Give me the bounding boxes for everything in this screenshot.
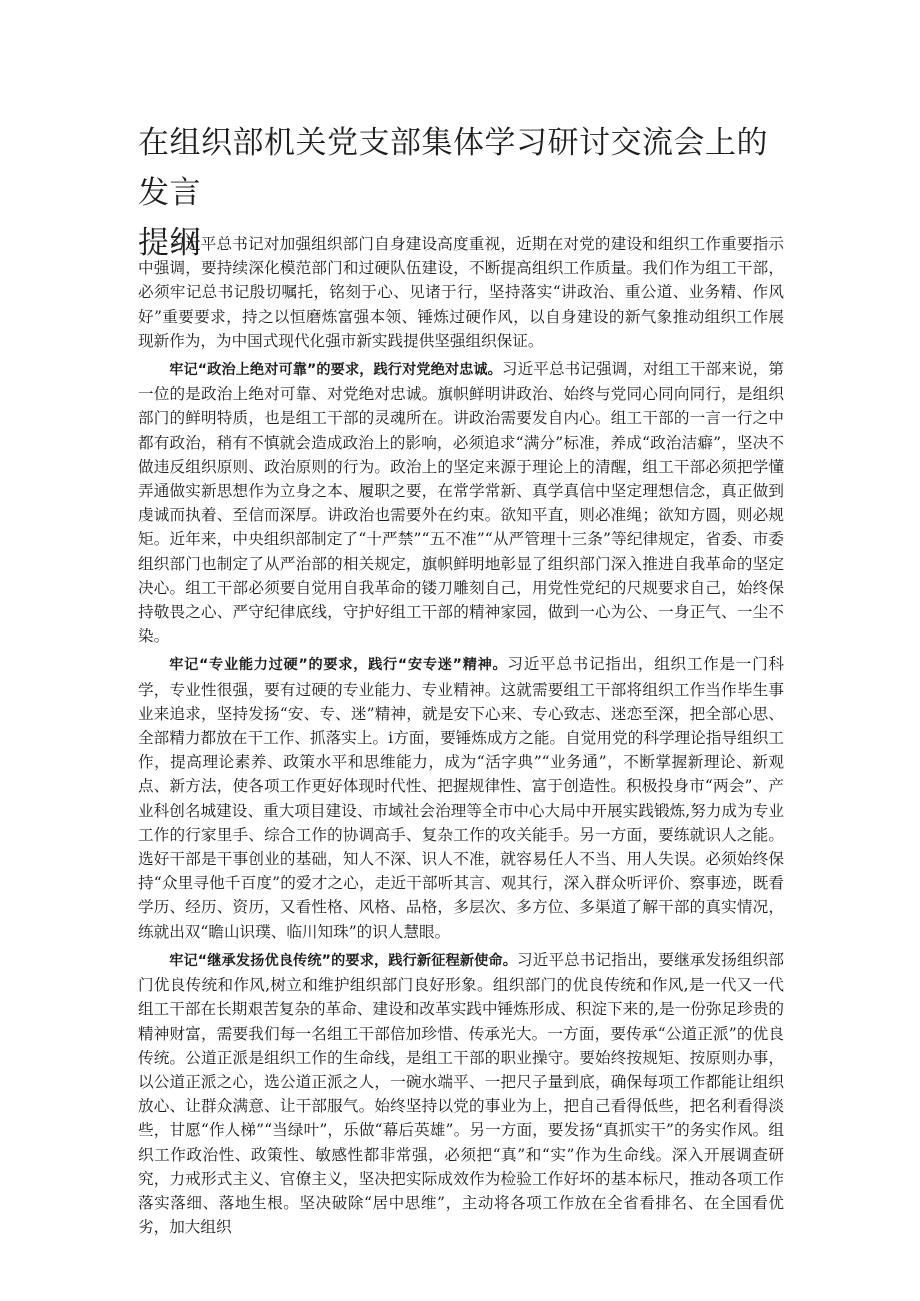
section-text-1: 习近平总书记强调，对组工干部来说，第一位的是政治上绝对可靠、对党绝对忠诚。旗帜鲜明讲政治、始终与党同心同向同行，是组织部门的鲜明特质，也是组工干部的灵魂所在。讲政治需要发自内心。组工干部的一言一行之中都有政治，稍有不慎就会造成政治上的影响，必须追求“满分”标准，养成“政治洁癖”，坚决不做违反组织原则、政治原则的行为。政治上的坚定来源于理论上的清醒，组工干部必须把学懂弄通做实新思想作为立身之本、履职之要，在常学常新、真学真信中坚定理想信念，真正做到虔诚而执着、至信而深厚。讲政治也需要外在约束。欲知平直，则必准绳；欲知方圆，则必规矩。近年来，中央组织部制定了“十严禁”“五不准”“从严管理十三条”等纪律规定，省委、市委组织部门也制定了从严治部的相关规定，旗帜鲜明地彰显了组织部门深入推进自我革命的坚定决心。组工干部必须要自觉用自我革命的镂刀雕刻自己，用党性党纪的尺规要求自己，始终保持敬畏之心、严守纪律底线，守护好组工干部的精神家园，做到一心为公、一身正气、一尘不染。 <box>138 360 784 646</box>
document-body <box>138 232 784 1239</box>
section-paragraph-1 <box>138 357 784 648</box>
title-line-2: 提纲 <box>138 225 201 261</box>
section-heading-2: 牢记“专业能力过硬”的要求，践行“安专迷”精神。 <box>169 657 508 674</box>
section-text-2: 习近平总书记指出，组织工作是一门科学，专业性很强，要有过硬的专业能力、专业精神。这就需要组工干部将组织工作当作毕生事业来追求，坚持发扬“安、专、迷”精神，就是安下心来、专心致志、迷恋至深，把全部心思、全部精力都放在干工作、抓落实上。i方面，要锤炼成方之能。自觉用党的科学理论指导组织工作，提高理论素养、政策水平和思维能力，成为“活字典”“业务通”，不断掌握新理论、新观点、新方法，使各项工作更好体现时代性、把握规律性、富于创造性。积极投身市“两会”、产业科创名城建设、重大项目建设、市域社会治理等全市中心大局中开展实践锻炼,努力成为专业工作的行家里手、综合工作的协调高手、复杂工作的攻关能手。另一方面，要练就识人之能。选好干部是干事创业的基础，知人不深、识人不准，就容易任人不当、用人失误。必须始终保持“众里寻他千百度”的爱才之心，走近干部听其言、观其行，深入群众听评价、察事迹，既看学历、经历、资历，又看性格、风格、品格，多层次、多方位、多渠道了解干部的真实情况，练就出双“瞻山识璞、临川知珠”的识人慧眼。 <box>138 655 784 941</box>
section-heading-3: 牢记“继承发扬优良传统”的要求，践行新征程新使命。 <box>169 952 518 969</box>
intro-paragraph: 习近平总书记对加强组织部门自身建设高度重视，近期在对党的建设和组织工作重要指示中强调，要持续深化模范部门和过硬队伍建设，不断提高组织工作质量。我们作为组工干部，必须牢记总书记殷切嘱托，铭刻于心、见诸于行，坚持落实“讲政治、重公道、业务精、作风好”重要要求，持之以恒磨炼富强本领、锤炼过硬作风，以自身建设的新气象推动组织工作展现新作为，为中国式现代化强市新实践提供坚强组织保证。 <box>138 235 784 350</box>
section-text-3: 习近平总书记指出，要继承发扬组织部门优良传统和作风,树立和维护组织部门良好形象。组织部门的优良传统和作风,是一代又一代组工干部在长期艰苦复杂的革命、建设和改革实践中锤炼形成、积淀下来的,是一份弥足珍贵的精神财富，需要我们每一名组工干部倍加珍惜、传承光大。一方面，要传承“公道正派”的优良传统。公道正派是组织工作的生命线，是组工干部的职业操守。要始终按规矩、按原则办事，以公道正派之心，选公道正派之人，一碗水端平、一把尺子量到底，确保每项工作都能让组织放心、让群众满意、让干部服气。始终坚持以党的事业为上，把自己看得低些，把名利看得淡些，甘愿“作人梯”“当绿叶”，乐做“幕后英雄”。另一方面，要发扬“真抓实干”的务实作风。组织工作政治性、政策性、敏感性都非常强，必须把“真”和“实”作为生命线。深入开展调查研究，力戒形式主义、官僚主义，坚决把实际成效作为检验工作好坏的基本标尺，推动各项工作落实落细、落地生根。坚决破除“居中思维”，主动将各项工作放在全省看排名、在全国看优劣，加大组织 <box>138 950 784 1237</box>
section-paragraph-3 <box>138 948 784 1239</box>
title-line-1: 在组织部机关党支部集体学习研讨交流会上的发言 <box>138 125 768 211</box>
section-heading-1: 牢记“政治上绝对可靠”的要求，践行对党绝对忠诚。 <box>169 362 502 379</box>
section-paragraph-2 <box>138 652 784 943</box>
